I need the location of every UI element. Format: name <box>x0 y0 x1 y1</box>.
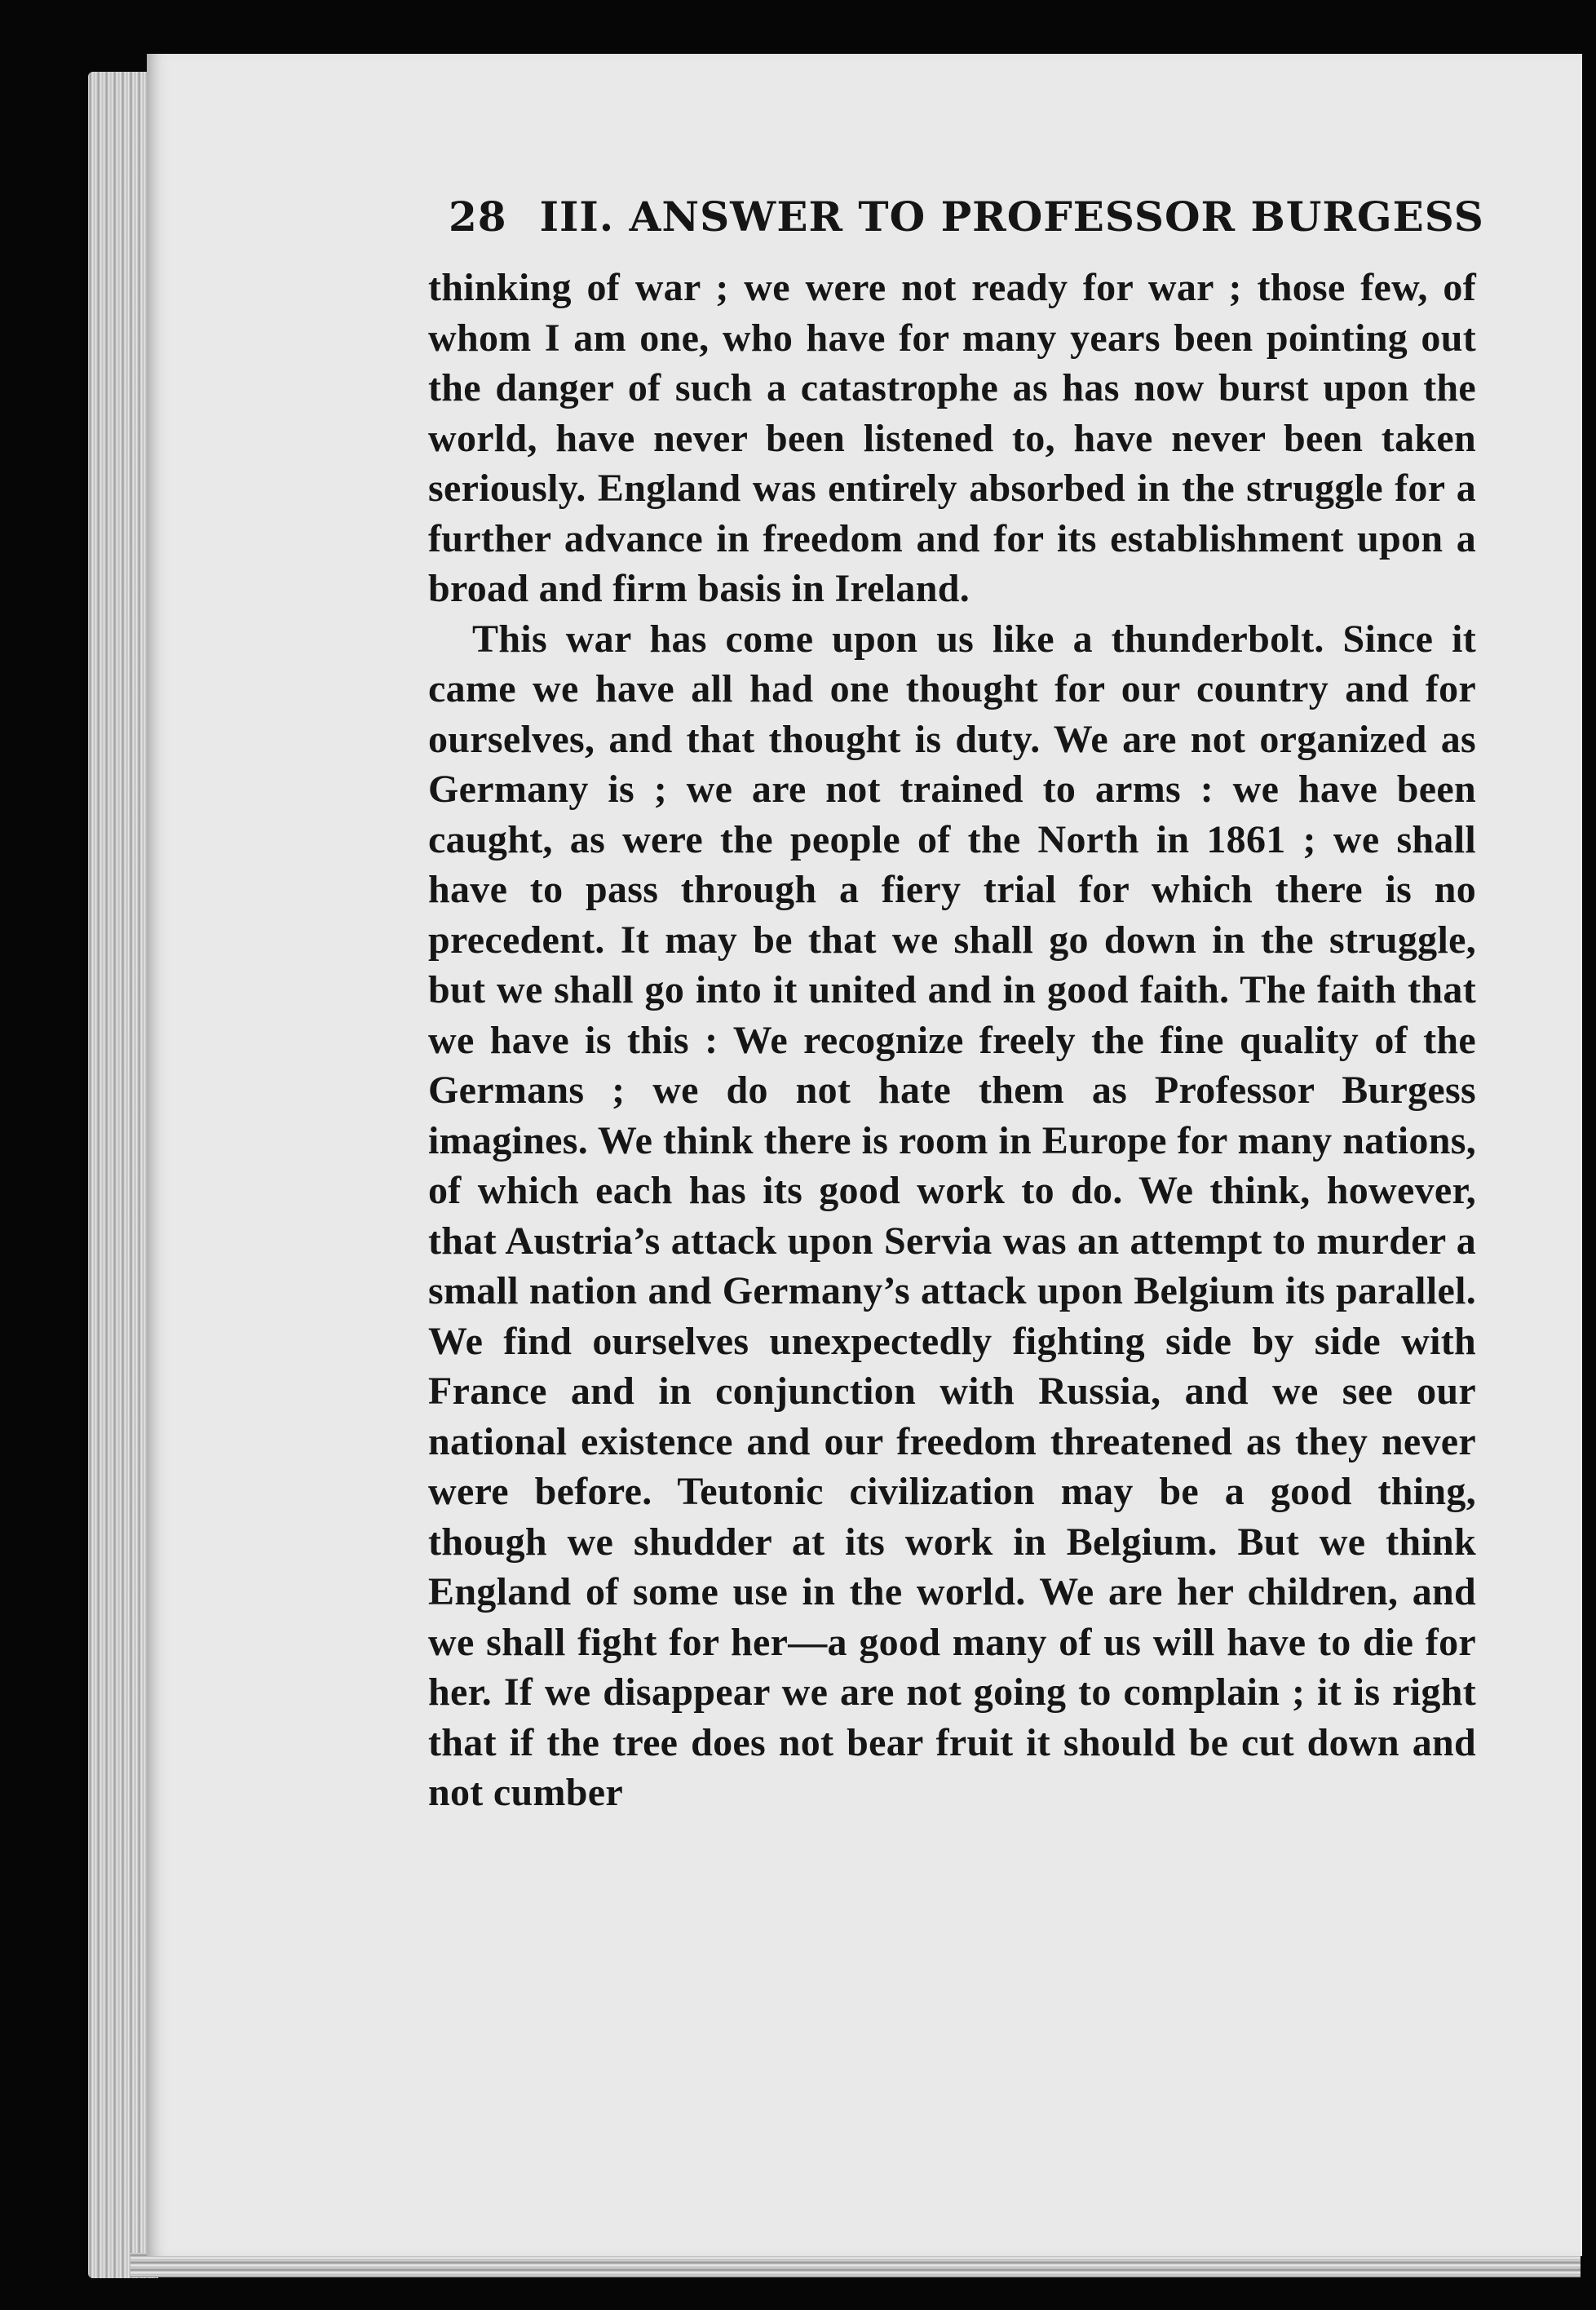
body-text <box>428 263 1476 1818</box>
book-page-edges-bottom <box>130 2253 1581 2277</box>
paragraph: This war has come upon us like a thunderbolt. Since it came we have all had one thought for our country and for ourselves, and that thought is duty. We are not organized as Germany is ; we are not trained to arms : we have been caught, as were the people of the North in 1861 ; we shall have to pass through a fiery trial for which there is no precedent. It may be that we shall go down in the struggle, but we shall go into it united and in good faith. The faith that we have is this : We recognize freely the fine quality of the Germans ; we do not hate them as Professor Burgess imagines. We think there is room in Europe for many nations, of which each has its good work to do. We think, however, that Austria’s attack upon Servia was an attempt to murder a small nation and Germany’s attack upon Belgium its parallel. We find ourselves unexpectedly fighting side by side with France and in conjunction with Russia, and we see our national existence and our freedom threatened as they never were before. Teutonic civilization may be a good thing, though we shudder at its work in Belgium. But we think England of some use in the world. We are her children, and we shall fight for her—a good many of us will have to die for her. If we disappear we are not going to complain ; it is right that if the tree does not bear fruit it should be cut down and not cumber <box>428 617 1476 1814</box>
running-header <box>449 192 1484 241</box>
running-head-title: III. ANSWER TO PROFESSOR BURGESS <box>539 192 1484 241</box>
paragraph-continued: thinking of war ; we were not ready for war ; those few, of whom I am one, who have for many years been pointing out the danger of such a catastrophe as has now burst upon the world, have never been listened to, have never been taken seriously. England was entirely absorbed in the struggle for a further advance in freedom and for its establishment upon a broad and firm basis in Ireland. <box>428 266 1476 610</box>
page-number: 28 <box>449 192 507 241</box>
